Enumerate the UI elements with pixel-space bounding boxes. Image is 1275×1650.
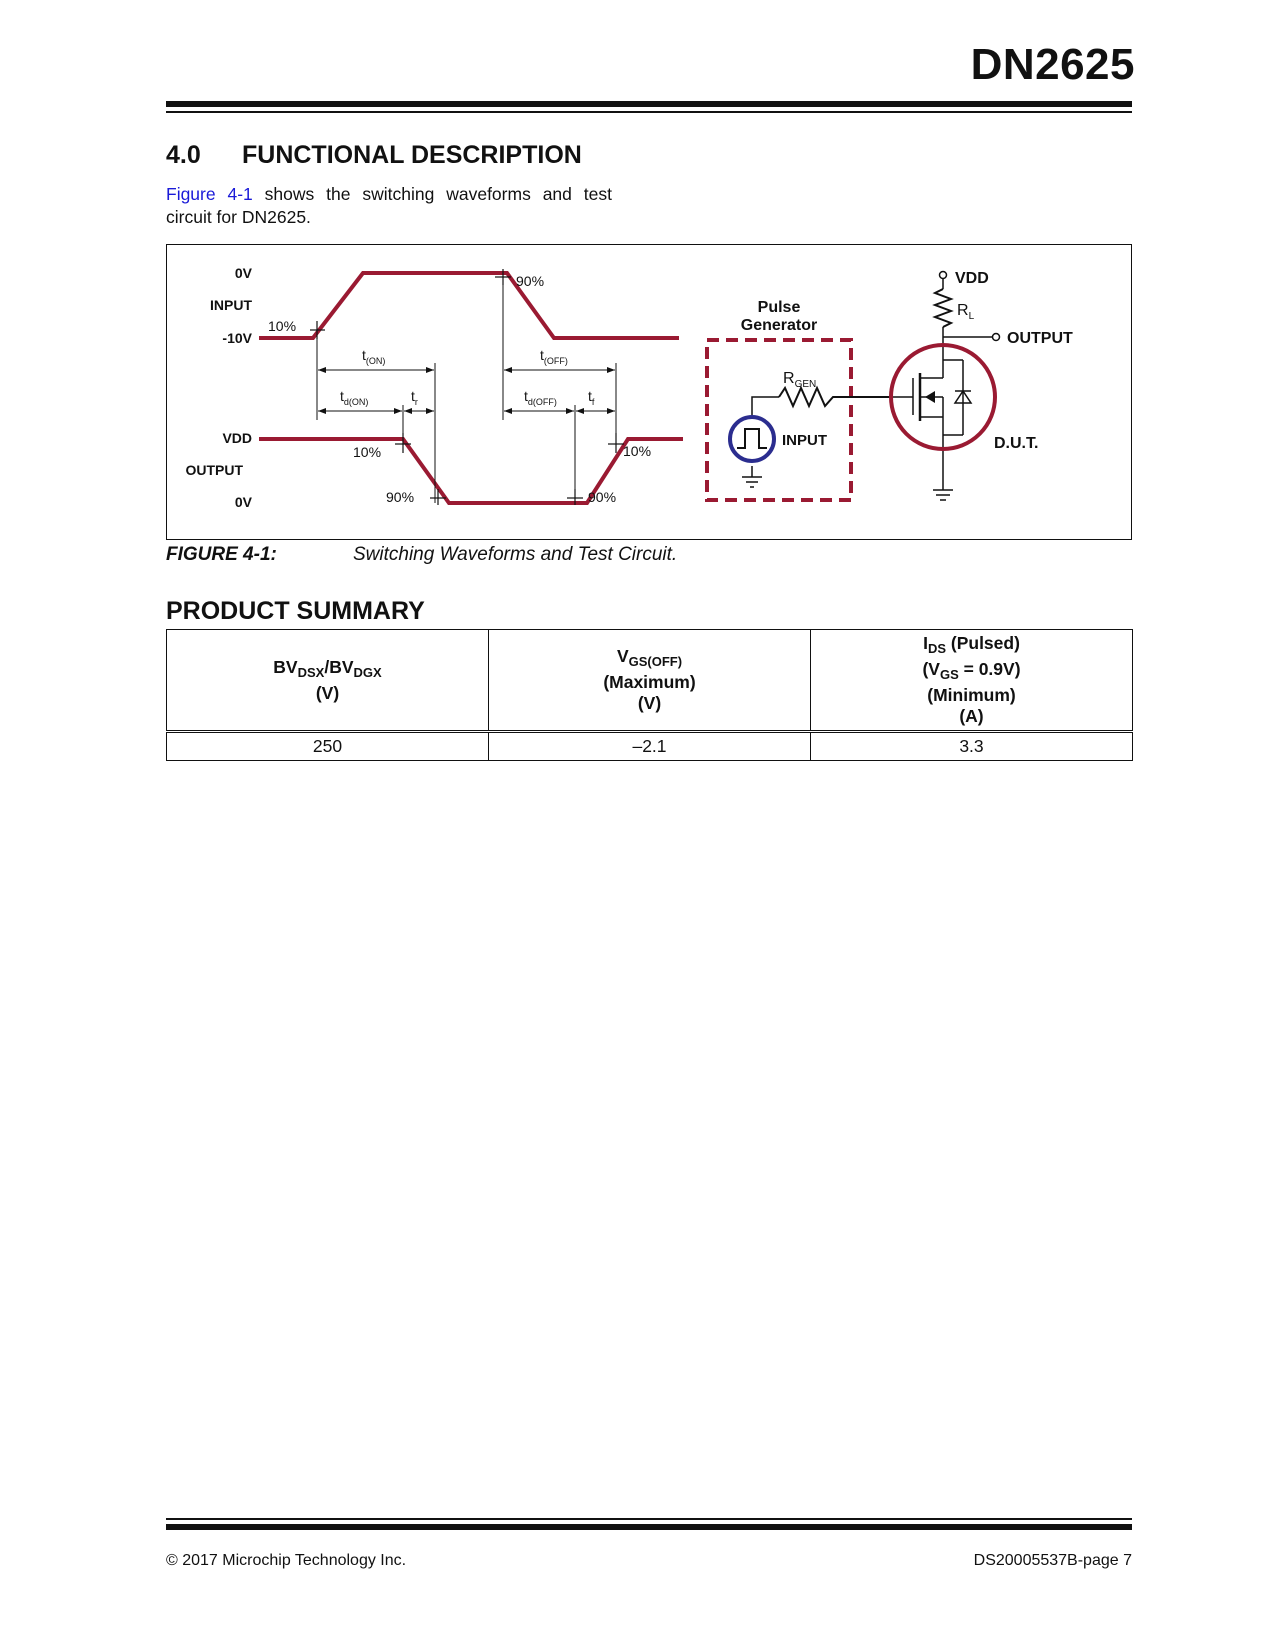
vdd-label: VDD	[955, 270, 989, 287]
pulse-generator-label-line2: Generator	[740, 317, 818, 334]
pulse-generator-label-line1: Pulse	[757, 299, 801, 316]
footer-rule-thin	[166, 1518, 1132, 1520]
output-terminal-icon	[993, 334, 1000, 341]
output-90pct-label-right: 90%	[588, 489, 617, 505]
t-f-label: $t_f$	[588, 388, 595, 407]
figure-caption	[166, 544, 677, 566]
rgen-label: $R_{GEN}$	[783, 370, 817, 390]
input-0v-label: 0V	[234, 265, 252, 281]
t-d-off-label: $t_{d(OFF)}$	[524, 388, 557, 407]
rl-label: $R_L$	[957, 302, 975, 322]
document-title: DN2625	[970, 40, 1135, 89]
footer-rule-thick	[166, 1524, 1132, 1530]
input-90pct-label: 90%	[516, 273, 545, 289]
product-summary-heading: PRODUCT SUMMARY	[166, 597, 425, 625]
header-ids: $I_{DS}$ (Pulsed) $(V_{GS} = 0.9V)$ (Minimum) (A)	[811, 630, 1133, 732]
figure-caption-label: FIGURE 4-1:	[166, 544, 277, 565]
product-summary-table	[166, 629, 1133, 761]
input-waveform	[259, 273, 679, 338]
dut-label: D.U.T.	[994, 435, 1039, 452]
circuit-output-label: OUTPUT	[1007, 330, 1073, 347]
input-source-icon	[730, 417, 774, 461]
t-off-label: $t_{(OFF)}$	[540, 347, 568, 366]
output-10pct-label-right: 10%	[623, 443, 652, 459]
figure-link[interactable]: Figure 4-1	[166, 184, 253, 204]
output-0v-label: 0V	[234, 494, 252, 510]
switching-waveforms-diagram	[167, 245, 1131, 539]
section-number: 4.0	[166, 141, 201, 169]
figure-caption-text: Switching Waveforms and Test Circuit.	[353, 544, 678, 565]
t-d-on-label: $t_{d(ON)}$	[340, 388, 369, 407]
header-vgsoff: $V_{GS(OFF)}$ (Maximum) (V)	[489, 630, 811, 732]
table-row	[167, 732, 1133, 761]
input-neg10v-label: -10V	[222, 330, 252, 346]
figure-4-1	[166, 244, 1132, 540]
header-bvdsx: $BV_{DSX}/BV_{DGX}$ (V)	[167, 630, 489, 732]
output-vdd-label: VDD	[222, 430, 252, 446]
t-on-label: $t_{(ON)}$	[362, 347, 386, 366]
cell-bvdsx: 250	[167, 732, 489, 761]
header-rule-thick	[166, 101, 1132, 107]
output-label: OUTPUT	[185, 462, 243, 478]
input-label: INPUT	[210, 297, 252, 313]
section-title: FUNCTIONAL DESCRIPTION	[242, 141, 582, 169]
header-rule-thin	[166, 111, 1132, 113]
table-header-row	[167, 630, 1133, 732]
pulse-generator-box	[707, 340, 851, 500]
paragraph-text: shows the switching waveforms and test circuit for DN2625.	[166, 184, 612, 227]
t-r-label: $t_r$	[411, 388, 418, 407]
pulse-generator-input-label: INPUT	[782, 432, 827, 449]
cell-ids: 3.3	[811, 732, 1133, 761]
footer-copyright: © 2017 Microchip Technology Inc.	[166, 1552, 407, 1569]
input-10pct-label: 10%	[268, 318, 297, 334]
output-90pct-label: 90%	[386, 489, 415, 505]
cell-vgsoff: –2.1	[489, 732, 811, 761]
footer-page-number: DS20005537B-page 7	[973, 1552, 1132, 1569]
vdd-terminal-icon	[940, 272, 947, 279]
intro-paragraph	[166, 183, 612, 229]
output-waveform	[259, 439, 683, 503]
output-10pct-label: 10%	[353, 444, 382, 460]
section-heading	[166, 141, 582, 170]
